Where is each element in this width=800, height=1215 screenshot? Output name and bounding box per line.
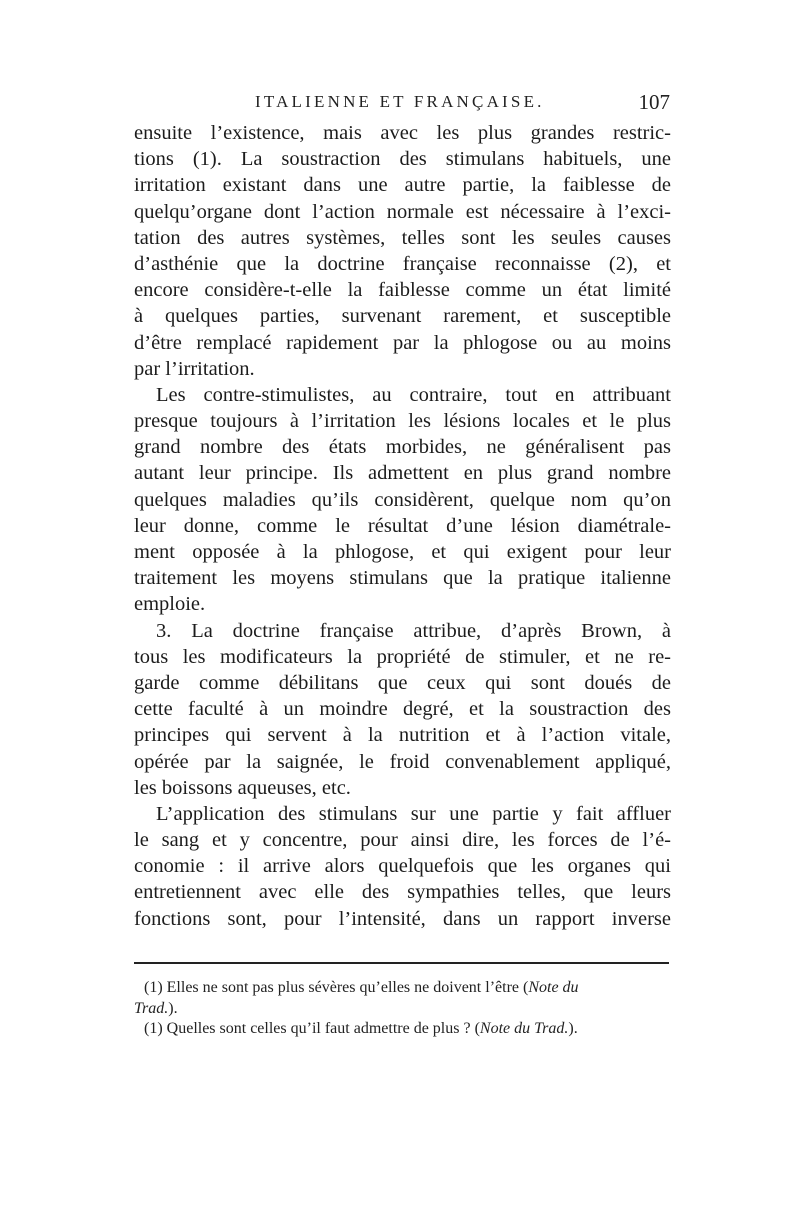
text-line: d’asthénie que la doctrine française reconnaisse (2), et: [134, 252, 671, 275]
text-line: tions (1). La soustraction des stimulans habituels, une: [134, 148, 671, 171]
text-line: autant leur principe. Ils admettent en plus grand nombre: [134, 462, 671, 485]
paragraph-end-line: par l’irritation.: [134, 357, 255, 380]
text-line: conomie : il arrive alors quelquefois que les organes qui: [134, 855, 671, 878]
text-line: leur donne, comme le résultat d’une lésion diamétrale-: [134, 514, 671, 537]
footnote-2-text: (1) Quelles sont celles qu’il faut admettre de plus ? (: [144, 1020, 480, 1037]
text-line: ment opposée à la phlogose, et qui exigent pour leur: [134, 541, 671, 563]
text-line: traitement les moyens stimulans que la pratique italienne: [134, 567, 671, 590]
paragraph-end-line: les boissons aqueuses, etc.: [134, 776, 351, 799]
paragraph-start-line: L’application des stimulans sur une partie y fait affluer: [156, 802, 671, 825]
footnote-1-close: ).: [168, 999, 178, 1017]
text-line: grand nombre des états morbides, ne généralisent pas: [134, 436, 671, 459]
page-header: [135, 92, 670, 122]
text-line: cette faculté à un moindre degré, et la soustraction des: [134, 698, 671, 721]
text-line: garde comme débilitans que ceux qui sont doués de: [134, 671, 671, 694]
footnotes: [134, 978, 671, 1040]
running-head: ITALIENNE ET FRANÇAISE.: [255, 92, 545, 111]
text-line: entretiennent avec elle des sympathies telles, que leurs: [134, 881, 671, 904]
footnote-2: [134, 1019, 671, 1040]
footnote-rule: [134, 962, 669, 964]
footnote-1-attribution-end: Trad.: [134, 999, 169, 1017]
footnote-1: [134, 978, 671, 999]
text-line: opérée par la saignée, le froid convenablement appliqué,: [134, 750, 671, 773]
page-number: 107: [638, 90, 670, 114]
footnote-1-continued: [134, 999, 671, 1020]
text-line: quelqu’organe dont l’action normale est nécessaire à l’exci-: [134, 200, 671, 223]
paragraph-start-line: 3. La doctrine française attribue, d’après Brown, à: [156, 619, 671, 642]
text-line: ensuite l’existence, mais avec les plus grandes restric-: [134, 122, 671, 144]
text-line: fonctions sont, pour l’intensité, dans un rapport inverse: [134, 907, 671, 930]
footnote-1-text: (1) Elles ne sont pas plus sévères qu’elles ne doivent l’être (: [144, 979, 529, 996]
footnote-2-close: ).: [568, 1020, 578, 1037]
paragraph-start-line: Les contre-stimulistes, au contraire, tout en attribuant: [156, 383, 671, 406]
text-line: d’être remplacé rapidement par la phlogose ou au moins: [134, 331, 671, 354]
text-line: quelques maladies qu’ils considèrent, quelque nom qu’on: [134, 488, 671, 511]
text-line: à quelques parties, survenant rarement, et susceptible: [134, 305, 671, 328]
text-line: tous les modificateurs la propriété de stimuler, et ne re-: [134, 645, 671, 668]
paragraph-end-line: emploie.: [134, 593, 206, 616]
body-text: [134, 120, 671, 932]
text-line: encore considère-t-elle la faiblesse comme un état limité: [134, 279, 671, 302]
footnote-2-attribution: Note du Trad.: [479, 1020, 569, 1037]
text-line: tation des autres systèmes, telles sont les seules causes: [134, 226, 671, 249]
text-line: irritation existant dans une autre partie, la faiblesse de: [134, 174, 671, 197]
text-line: principes qui servent à la nutrition et à l’action vitale,: [134, 724, 671, 747]
text-line: presque toujours à l’irritation les lésions locales et le plus: [134, 410, 671, 433]
footnote-1-attribution: Note du: [528, 979, 579, 996]
text-line: le sang et y concentre, pour ainsi dire, les forces de l’é-: [134, 829, 671, 852]
